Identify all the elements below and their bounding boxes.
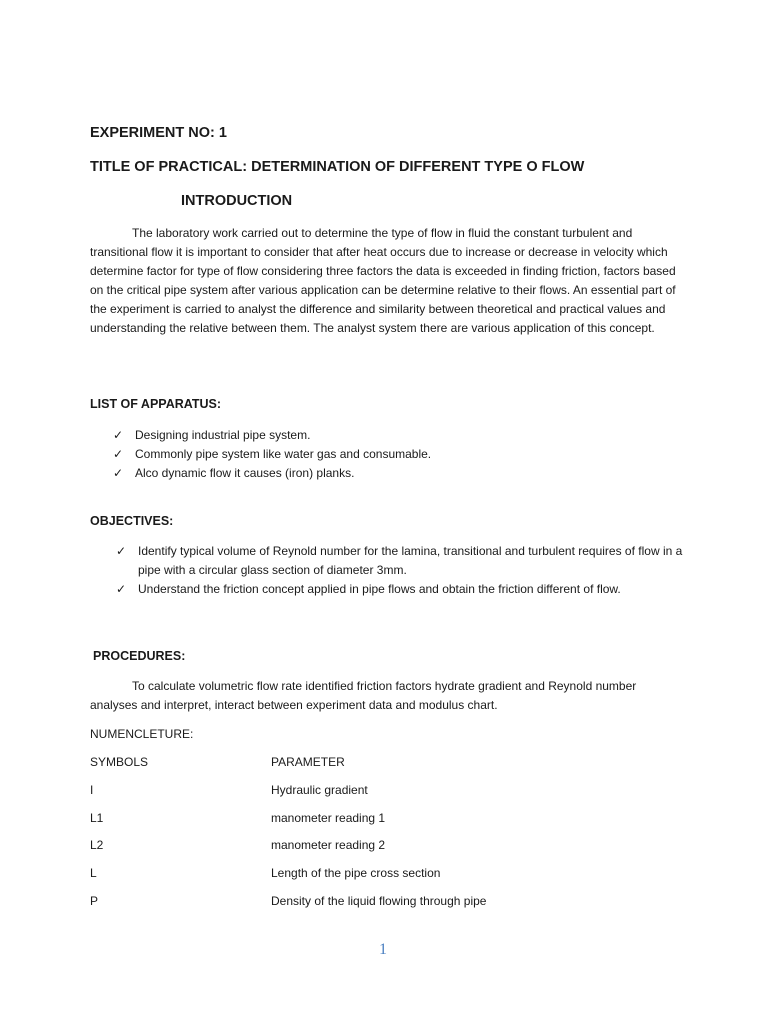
procedures-text: To calculate volumetric flow rate identified friction factors hydrate gradient and Reynold number analyses and interpret, interact between experiment data and modulus chart. xyxy=(90,679,637,712)
symbol-cell: I xyxy=(90,783,94,797)
apparatus-list xyxy=(113,426,695,483)
apparatus-heading: LIST OF APPARATUS: xyxy=(90,397,222,411)
list-item: ✓ Alco dynamic flow it causes (iron) planks. xyxy=(135,464,695,483)
checkmark-icon: ✓ xyxy=(113,428,124,442)
table-row xyxy=(90,838,690,854)
procedures-paragraph xyxy=(90,677,680,715)
nomenclature-heading: NUMENCLETURE: xyxy=(90,727,194,741)
parameter-cell: Density of the liquid flowing through pipe xyxy=(271,894,487,908)
list-item: ✓ Understand the friction concept applied in pipe flows and obtain the friction different of flow. xyxy=(138,580,683,599)
symbol-cell: L xyxy=(90,866,97,880)
nomenclature-header-row xyxy=(90,755,690,771)
introduction-heading: INTRODUCTION xyxy=(181,193,293,209)
symbol-cell: P xyxy=(90,894,99,908)
procedures-heading: PROCEDURES: xyxy=(93,649,186,663)
table-row xyxy=(90,894,690,910)
list-item: ✓ Identify typical volume of Reynold number for the lamina, transitional and turbulent requires of flow in a pipe with a circular glass section of diameter 3mm. xyxy=(116,544,683,577)
parameter-cell: manometer reading 2 xyxy=(271,838,386,852)
checkmark-icon: ✓ xyxy=(113,466,124,480)
parameter-cell: manometer reading 1 xyxy=(271,811,386,825)
experiment-number: EXPERIMENT NO: 1 xyxy=(90,125,227,141)
symbol-cell: L2 xyxy=(90,838,104,852)
list-item: ✓ Commonly pipe system like water gas and consumable. xyxy=(135,445,695,464)
symbols-column-header: SYMBOLS xyxy=(90,755,149,769)
introduction-text: The laboratory work carried out to determine the type of flow in fluid the constant turbulent and transitional flow it is important to consider that after heat occurs due to increase or decrease in velocity which determine factor for type of flow considering three factors the data is exceeded in finding friction, factors based on the critical pipe system after various application can be determine relative to their flows. An essential part of the experiment is carried to analyst the difference and similarity between theoretical and practical values and understanding the relative between them. The analyst system there are various application of this concept. xyxy=(90,226,676,335)
introduction-paragraph xyxy=(90,224,680,338)
table-row xyxy=(90,866,690,882)
objectives-heading: OBJECTIVES: xyxy=(90,514,174,528)
symbol-cell: L1 xyxy=(90,811,104,825)
objectives-list xyxy=(116,542,683,599)
parameter-cell: Length of the pipe cross section xyxy=(271,866,441,880)
table-row xyxy=(90,783,690,799)
checkmark-icon: ✓ xyxy=(113,447,124,461)
parameter-cell: Hydraulic gradient xyxy=(271,783,368,797)
checkmark-icon: ✓ xyxy=(116,544,127,558)
parameter-column-header: PARAMETER xyxy=(271,755,345,769)
list-item: ✓ Designing industrial pipe system. xyxy=(135,426,695,445)
table-row xyxy=(90,811,690,827)
page-number: 1 xyxy=(379,941,387,958)
practical-title: TITLE OF PRACTICAL: DETERMINATION OF DIFFERENT TYPE O FLOW xyxy=(90,159,585,175)
checkmark-icon: ✓ xyxy=(116,582,127,596)
